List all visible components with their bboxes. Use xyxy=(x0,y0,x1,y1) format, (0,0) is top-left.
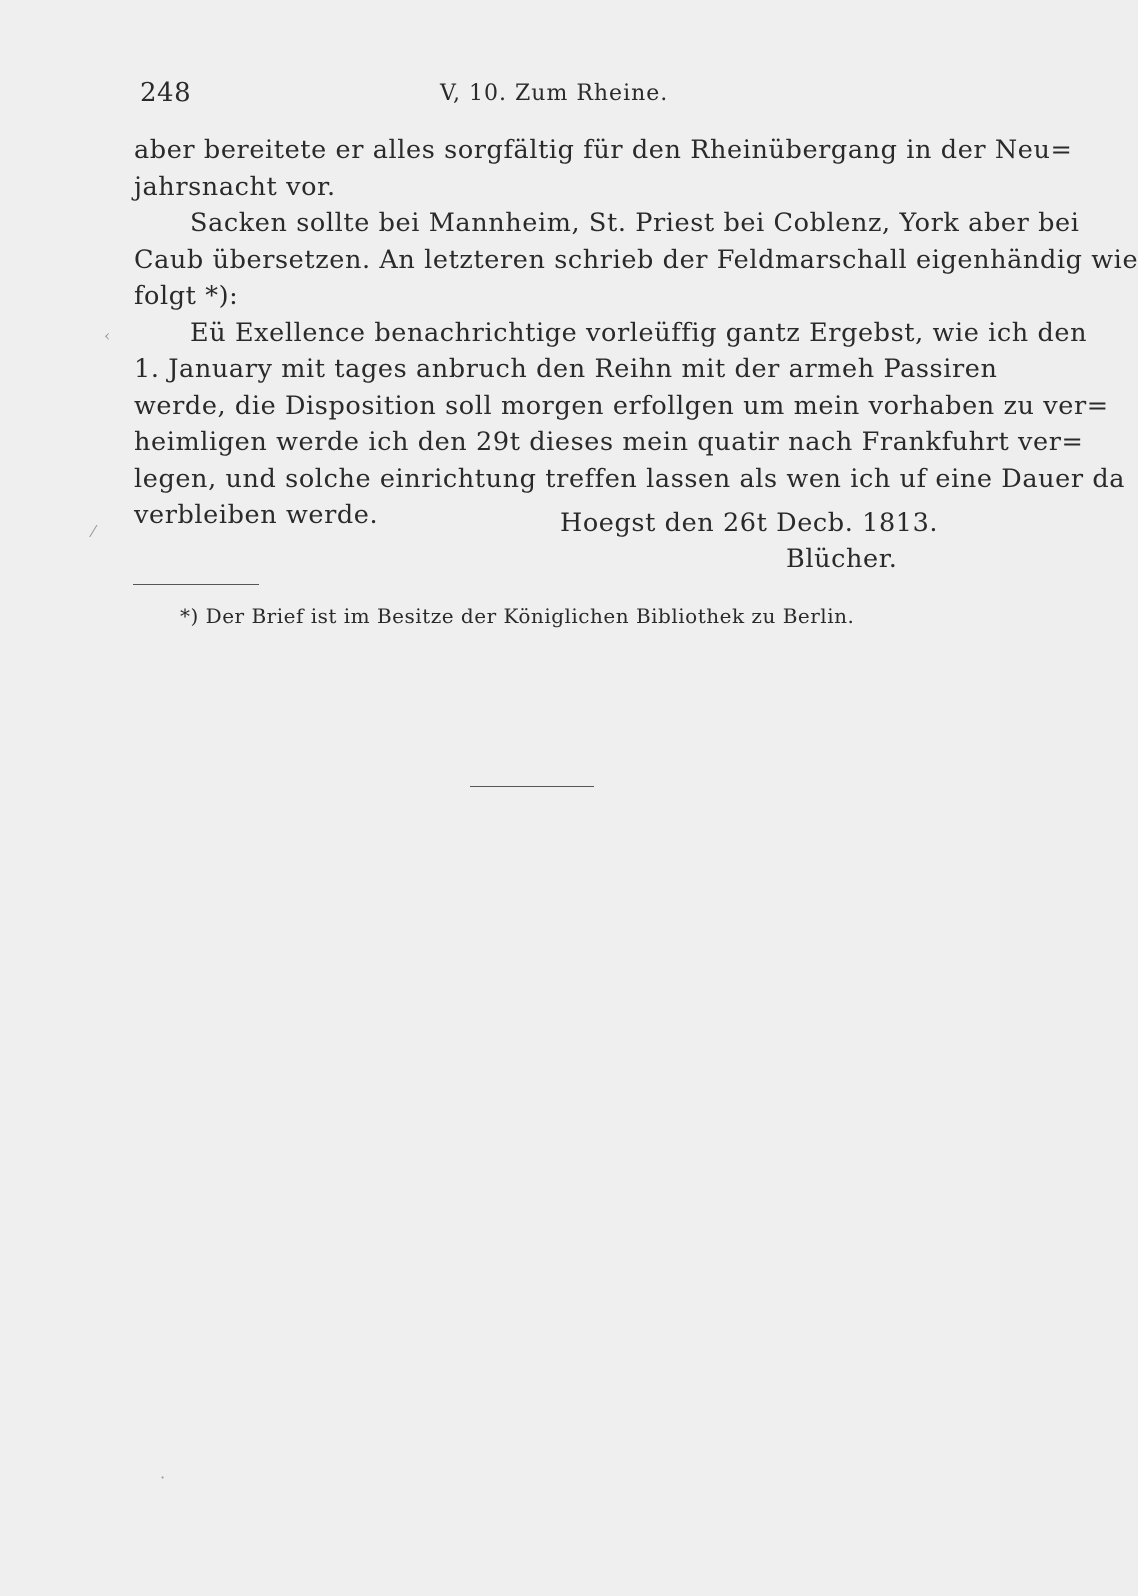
margin-mark: ⁄ xyxy=(92,522,95,541)
letter-signature: Blücher. xyxy=(786,544,898,574)
body-text xyxy=(134,132,1138,534)
letter-line: verbleiben werde. xyxy=(134,500,379,530)
page-header xyxy=(140,78,930,118)
letter-line: heimligen werde ich den 29t dieses mein quatir nach Frankfuhrt ver= xyxy=(134,427,1084,457)
letter-line: werde, die Disposition soll morgen erfollgen um mein vorhaben zu ver= xyxy=(134,390,1109,421)
text-line: folgt *): xyxy=(134,281,239,311)
margin-mark: · xyxy=(160,1468,166,1487)
text-line: Sacken sollte bei Mannheim, St. Priest bei Coblenz, York aber bei xyxy=(190,208,1080,238)
text-line: Caub übersetzen. An letzteren schrieb der Feldmarschall eigenhändig wie xyxy=(134,244,1138,275)
margin-mark: ‹ xyxy=(104,326,111,345)
footnote: *) Der Brief ist im Besitze der Königlichen Bibliothek zu Berlin. xyxy=(180,604,855,628)
letter-line: 1. January mit tages anbruch den Reihn mit der armeh Passiren xyxy=(134,354,998,384)
letter-line: Eü Exellence benachrichtige vorleüffig gantz Ergebst, wie ich den xyxy=(190,317,1088,348)
end-divider xyxy=(470,786,594,787)
letter-date: Hoegst den 26t Decb. 1813. xyxy=(560,508,939,538)
text-line: aber bereitete er alles sorgfältig für den Rheinübergang in der Neu= xyxy=(134,135,1073,165)
page-number: 248 xyxy=(140,78,192,108)
running-title: V, 10. Zum Rheine. xyxy=(440,81,669,106)
text-line: jahrsnacht vor. xyxy=(134,171,336,202)
letter-line: legen, und solche einrichtung treffen lassen als wen ich uf eine Dauer da xyxy=(134,463,1126,494)
footnote-divider xyxy=(133,584,259,585)
